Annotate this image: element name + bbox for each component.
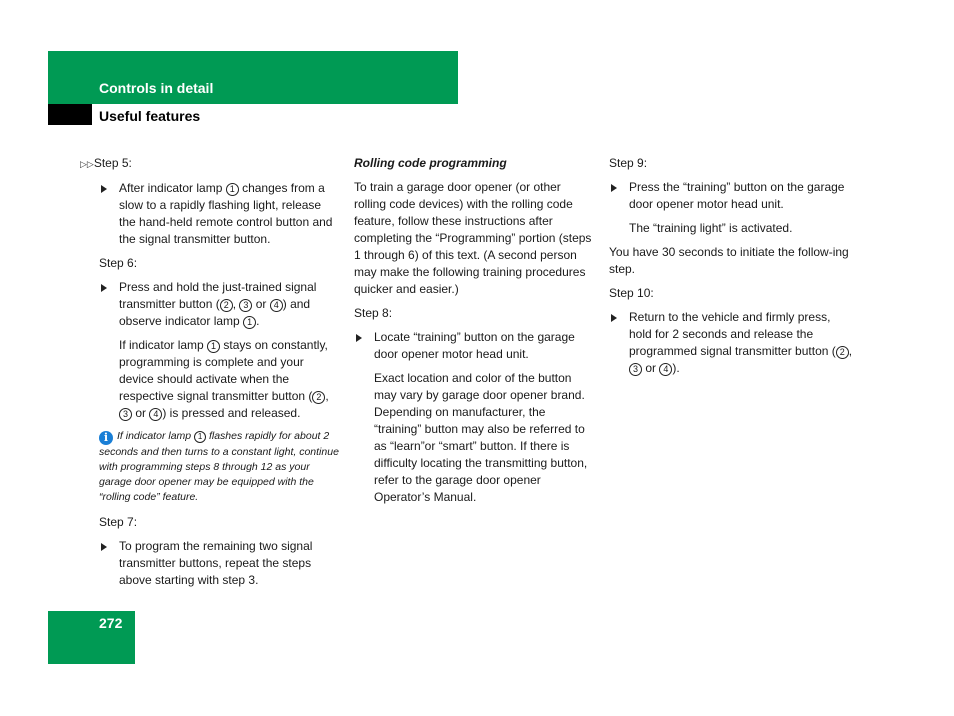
continuation-arrows-icon: ▷▷ [80,159,94,169]
callout-1-icon: 1 [207,340,220,353]
callout-4-icon: 4 [270,299,283,312]
info-icon: i [99,431,113,445]
callout-2-icon: 2 [836,346,849,359]
bullet-remaining-buttons: To program the remaining two signal transmitter buttons, repeat the steps above starting with step 3. [99,538,340,589]
thirty-seconds-note: You have 30 seconds to initiate the follow-ing step. [609,245,849,276]
callout-2-icon: 2 [312,391,325,404]
callout-3-icon: 3 [629,363,642,376]
bullet-release-buttons: After indicator lamp 1 changes from a slow to a rapidly flashing light, release the hand-held remote control button and the signal transmitter button. [99,180,340,248]
indented-training-light: The “training light” is activated. [629,221,793,235]
callout-3-icon: 3 [119,408,132,421]
indented-button-location: Exact location and color of the button may vary by garage door opener brand. Depending on manufacturer, the “training” button may also be referred to as “learn”or “smart” button. If there is difficulty locating the transmitting button, refer to the garage door opener Operator’s Manual. [374,371,588,504]
header-band [48,51,458,104]
rolling-code-intro: To train a garage door opener (or other rolling code devices) with the rolling code feature, follow these instructions after completing the “Programming” portion (steps 1 through 6) of this text. (A second person may make the following training procedures quicker and easier.) [354,180,592,296]
callout-4-icon: 4 [659,363,672,376]
callout-4-icon: 4 [149,408,162,421]
step-9-label: Step 9: [609,156,648,170]
callout-3-icon: 3 [239,299,252,312]
subsection-title: Useful features [99,108,201,124]
bullet-press-training: Press the “training” button on the garage door opener motor head unit. [609,179,854,213]
column-right [609,155,854,384]
subsection-marker [48,104,92,125]
column-middle [354,155,594,513]
rolling-code-heading: Rolling code programming [354,156,507,170]
bullet-locate-training: Locate “training” button on the garage door opener motor head unit. [354,329,594,363]
column-left [80,155,340,596]
step-10-label: Step 10: [609,286,654,300]
section-title: Controls in detail [99,80,214,96]
callout-1-icon: 1 [243,316,256,329]
info-note: i If indicator lamp 1 flashes rapidly for about 2 seconds and then turns to a constant light, continue with programming steps 8 through 12 as your garage door opener may be equipped with the “rolling code” feature. [99,430,339,503]
page-number: 272 [99,615,123,631]
step-7-label: Step 7: [99,515,138,529]
bullet-press-hold: Press and hold the just-trained signal transmitter button ( 2 , 3 or 4 ) and observe indicator lamp 1 . [99,279,340,330]
callout-2-icon: 2 [220,299,233,312]
step-5-label: ▷▷Step 5: [80,156,132,170]
bullet-return-vehicle: Return to the vehicle and firmly press, hold for 2 seconds and release the programmed signal transmitter button ( 2 , 3 or 4 ). [609,309,854,377]
callout-1-icon: 1 [194,431,206,443]
callout-1-icon: 1 [226,183,239,196]
step-8-label: Step 8: [354,306,393,320]
step-6-label: Step 6: [99,256,138,270]
indented-lamp-constant: If indicator lamp 1 stays on constantly, programming is complete and your device should activate when the respective signal transmitter button ( 2 , 3 or 4 ) is pressed and released. [119,338,329,420]
